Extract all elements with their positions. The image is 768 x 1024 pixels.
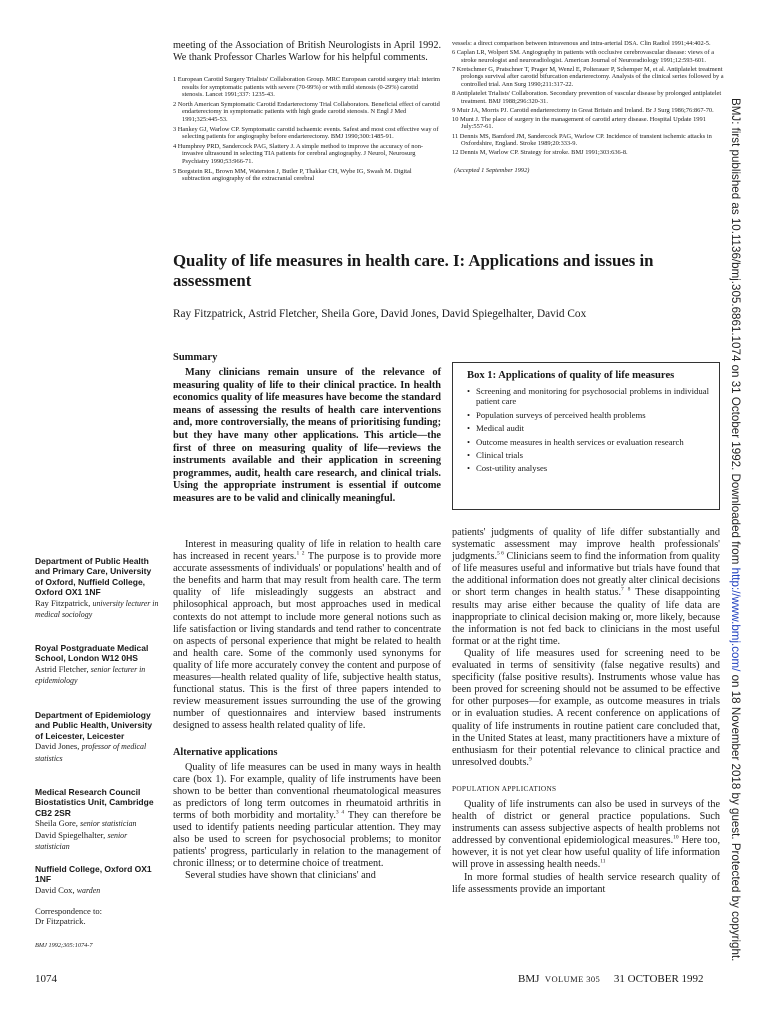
affiliation-block — [35, 787, 161, 852]
affiliation-org: Department of Epidemiology and Public Health, University of Leicester, Leicester — [35, 710, 153, 741]
body-paragraph: Quality of life instruments can also be used in surveys of the health of district or general practice populations. Such instruments can assess subjective aspects of health problems not addressed by conventional epidemiological measures.$^{10}$ Here too, however, it is not yet clear how useful quality of life information will prove in assessing health needs.$^{11}$ — [452, 798, 721, 871]
affiliation-role: senior statistician — [80, 819, 137, 829]
correspondence-label: Correspondence to: — [35, 906, 103, 916]
journal-volume: VOLUME 305 — [544, 974, 601, 984]
box-list-item: • Clinical trials — [467, 450, 524, 461]
watermark-text: BMJ: first published as 10.1136/bmj.305.6861.1074 on 31 October 1992. Downloaded from — [729, 98, 742, 568]
reference-item: 6 Caplan LR, Wolpert SM. Angiography in patients with occlusive cerebrovascular disease: views of a stroke neurologist and neuroradiologist. American Journal of Neuroradiology 1991;12:593-601. — [452, 49, 715, 64]
accepted-date: (Accepted 1 September 1992) — [454, 166, 530, 174]
previous-article-right-column — [452, 40, 724, 174]
reference-item: 10 Munt J. The place of surgery in the management of carotid artery disease. Hospital Update 1991 July:557-61. — [452, 115, 706, 131]
affiliation-block — [35, 556, 161, 620]
affiliation-person: David Cox, — [35, 884, 75, 895]
body-paragraph: Quality of life measures used for screening need to be evaluated in terms of sensitivity (false negative results) and specificity (false positive results). Instruments whose value has been proved for screening should not be assumed to be effective for other purposes—for example, as outcome measures in trials or in evaluation studies. A recent conference on applications of quality of life instruments in routine patient care concluded that, in the United States at least, many practitioners have a mixture of enthusiasm for their potential relevance to clinical practice and unresolved doubts.$^9$ — [452, 647, 720, 768]
bullet-icon: • — [467, 450, 471, 461]
affiliation-person: Astrid Fletcher, — [35, 663, 89, 674]
box-list — [467, 386, 709, 474]
affiliation-org: Department of Public Health and Primary Care, University of Oxford, Nuffield College, Oxford OX1 1NF — [35, 556, 152, 598]
affiliation-block — [35, 643, 161, 687]
reference-item: 3 Hankey GJ, Warlow CP. Symptomatic carotid ischaemic events. Safest and most cost effective way of selecting patients for angiography before endarterectomy. BMJ 1990;300:1485-91. — [173, 125, 439, 141]
affiliation-org: Medical Research Council Biostatistics Unit, Cambridge CB2 2SR — [35, 787, 154, 818]
affiliation-block — [35, 864, 161, 896]
correspondence — [35, 906, 161, 927]
body-left-column — [173, 539, 441, 882]
summary-section — [173, 352, 441, 506]
body-paragraph: patients' judgments of quality of life differ substantially and systematic assessment may improve health professionals' judgments.$^{5 6}$ Clinicians seem to find the information from quality of life measures useful and informative but trials have found that the additional information does not greatly alter clinical decisions or short term changes in health status.$^{7 8}$ These disappointing results may arise either because the quality of life data are inappropriate to clinical decision making or, more likely, because the information is not fed back to clinicians in the most useful format or at the right time. — [452, 527, 720, 647]
reference-item: 12 Dennis M, Warlow CP. Strategy for stroke. BMJ 1991;303:636-8. — [452, 149, 628, 157]
reference-item: 9 Muir JA, Morris PJ. Carotid endarterectomy in Great Britain and Ireland. Br J Surg 1986;76:867-70. — [452, 106, 714, 114]
affiliation-role: warden — [76, 885, 101, 895]
article-title: Quality of life measures in health care. I: Applications and issues in assessment — [173, 251, 654, 290]
bullet-icon: • — [467, 463, 471, 474]
bullet-icon: • — [467, 409, 471, 420]
correspondence-name: Dr Fitzpatrick. — [35, 916, 86, 927]
journal-date: 31 OCTOBER 1992 — [613, 973, 704, 985]
affiliation-person: Sheila Gore, — [35, 818, 78, 829]
reference-item: vessels: a direct comparison between intravenous and intra-arterial DSA. Clin Radiol 1991;44:402-5. — [452, 40, 711, 47]
reference-item: 2 North American Symptomatic Carotid Endarterectomy Trial Collaborators. Beneficial effect of carotid endarterectomy in symptomatic patients with high grade carotid stenosis. N Engl J Med 1991;325:445-53. — [173, 100, 440, 123]
box-list-item: • Medical audit — [467, 423, 525, 434]
journal-name: BMJ — [518, 973, 540, 985]
reference-item: 4 Humphrey PRD, Sandercock PAG, Slattery J. A simple method to improve the accuracy of non-invasive ultrasound in selecting TIA patients for cerebral angiography. J Neurol, Neurosurg Psychiatry 1990;53:966-71. — [173, 142, 424, 165]
body-paragraph: In more formal studies of health service research quality of life assessments provide an important — [452, 871, 720, 895]
previous-article-left-column — [173, 40, 441, 185]
summary-heading: Summary — [173, 352, 218, 363]
affiliation-role: university lecturer in medical sociology — [35, 598, 159, 620]
box-list-item: • Outcome measures in health services or evaluation research — [467, 436, 684, 447]
subsection-heading: POPULATION APPLICATIONS — [452, 783, 557, 793]
bullet-icon: • — [467, 423, 471, 434]
watermark-link[interactable]: http://www.bmj.com/ — [729, 567, 742, 672]
affiliation-role: senior statistician — [35, 830, 128, 852]
box-list-item: • Population surveys of perceived health problems — [467, 409, 646, 420]
reference-item: 1 European Carotid Surgery Trialists' Collaboration Group. MRC European carotid surgery trial: interim results for symptomatic patients with severe (70-99%) or with mild stenosis (0-29%) carotid stenosis. Lancet 1991;337: 1235-43. — [173, 76, 440, 99]
reference-item: 7 Kretschmer G, Pratschner T, Prager M, Wenzl E, Polterauer P, Schemper M, et al. Antiplatelet treatment prolongs survival after carotid bifurcation endarterectomy. Analysis of the clinical series followed by a controlled trial. Ann Surg 1990;211:317-22. — [452, 65, 724, 88]
journal-footer — [518, 973, 704, 985]
affiliation-role: professor of medical statistics — [35, 742, 147, 763]
affiliation-person: David Spiegelhalter, — [35, 829, 106, 840]
box-list-item: • Cost-utility analyses — [467, 463, 548, 474]
affiliation-role: senior lecturer in epidemiology — [35, 664, 146, 686]
section-heading: Alternative applications — [173, 746, 278, 758]
box-title: Box 1: Applications of quality of life measures — [467, 370, 675, 381]
affiliation-person: Ray Fitzpatrick, — [35, 597, 91, 608]
page-number: 1074 — [35, 973, 57, 985]
reference-item: 5 Borgstein RL, Brown MM, Waterston J, Butler P, Thakkar CH, Wybe IG, Swash M. Digital subtraction angiography of the extracranial cerebral — [173, 167, 412, 183]
affiliation-block — [35, 710, 161, 764]
bullet-icon: • — [467, 436, 471, 447]
watermark-text: on 18 November 2018 by guest. Protected by copyright. — [729, 671, 742, 962]
article-authors: Ray Fitzpatrick, Astrid Fletcher, Sheila Gore, David Jones, David Spiegelhalter, David Cox — [173, 308, 587, 320]
summary-text: Many clinicians remain unsure of the relevance of measuring quality of life to their clinical practice. In health economics quality of life measures have become the standard means of assessing the results of health care interventions and, more controversially, the means of prioritising funding; but they have many other applications. This article—the first of three on measuring quality of life—reviews the instruments available and their application in screening programmes, audit, health care research, and clinical trials. Using the appropriate instrument is essential if outcome measures are to be valid and clinically meaningful. — [173, 367, 441, 504]
affiliation-person: David Jones, — [35, 741, 80, 752]
reference-item: 8 Antiplatelet Trialists' Collaboration. Secondary prevention of vascular disease by prolonged antiplatelet treatment. BMJ 1988;296:320-31. — [452, 90, 722, 105]
body-paragraph: Several studies have shown that clinicians' and — [185, 870, 376, 882]
citation: BMJ 1992;305:1074-7 — [35, 942, 93, 949]
body-paragraph: Quality of life measures can be used in many ways in health care (box 1). For example, quality of life instruments have been shown to be better than conventional rheumatological measures as predictors of long term outcomes in rheumatoid arthritis in terms of both morbidity and mortality.$^{3 4}$ They can therefore be used to identify patients needing particular attention. They may also be used to screen for psychosocial problems; to monitor patients' progress, particularly in relation to the management of chronic illness; or to determine choice of treatment. — [173, 761, 441, 870]
reference-item: 11 Dennis MS, Bamford JM, Sandercock PAG, Warlow CP. Incidence of transient ischemic attacks in Oxfordshire, England. Stroke 1989;20:333-9. — [452, 132, 712, 148]
bullet-icon: • — [467, 386, 471, 396]
affiliation-org: Royal Postgraduate Medical School, London W12 0HS — [35, 643, 149, 664]
box-list-item: • Screening and monitoring for psychosocial problems in individual patient care — [467, 386, 709, 407]
download-watermark — [722, 98, 742, 998]
affiliation-org: Nuffield College, Oxford OX1 1NF — [35, 864, 152, 885]
acknowledgement: meeting of the Association of British Neurologists in April 1992. We thank Professor Charles Warlow for his helpful comments. — [173, 40, 441, 63]
box-applications — [452, 362, 720, 510]
body-right-column — [452, 527, 720, 896]
body-paragraph: Interest in measuring quality of life in relation to health care has increased in recent years.$^{1 2}$ The purpose is to provide more accurate assessments of individuals' or populations' health and of the benefits and harm that may result from health care. The term quality of life misleadingly suggests an abstract and philosophical approach, but most approaches used in medical contexts do not attempt to include more general notions such as life satisfaction or living standards and tend rather to concentrate on aspects of personal experience that might be related to health and health care. Some of the commonly used synonyms for quality of life more accurately convey the content and purpose of measures—health related quality of life, subjective health status, functional status. This is the first of three papers intended to review measurement issues surrounding the use of the growing number of questionnaires and interview based instruments designed to assess health related quality of life. — [173, 539, 442, 732]
